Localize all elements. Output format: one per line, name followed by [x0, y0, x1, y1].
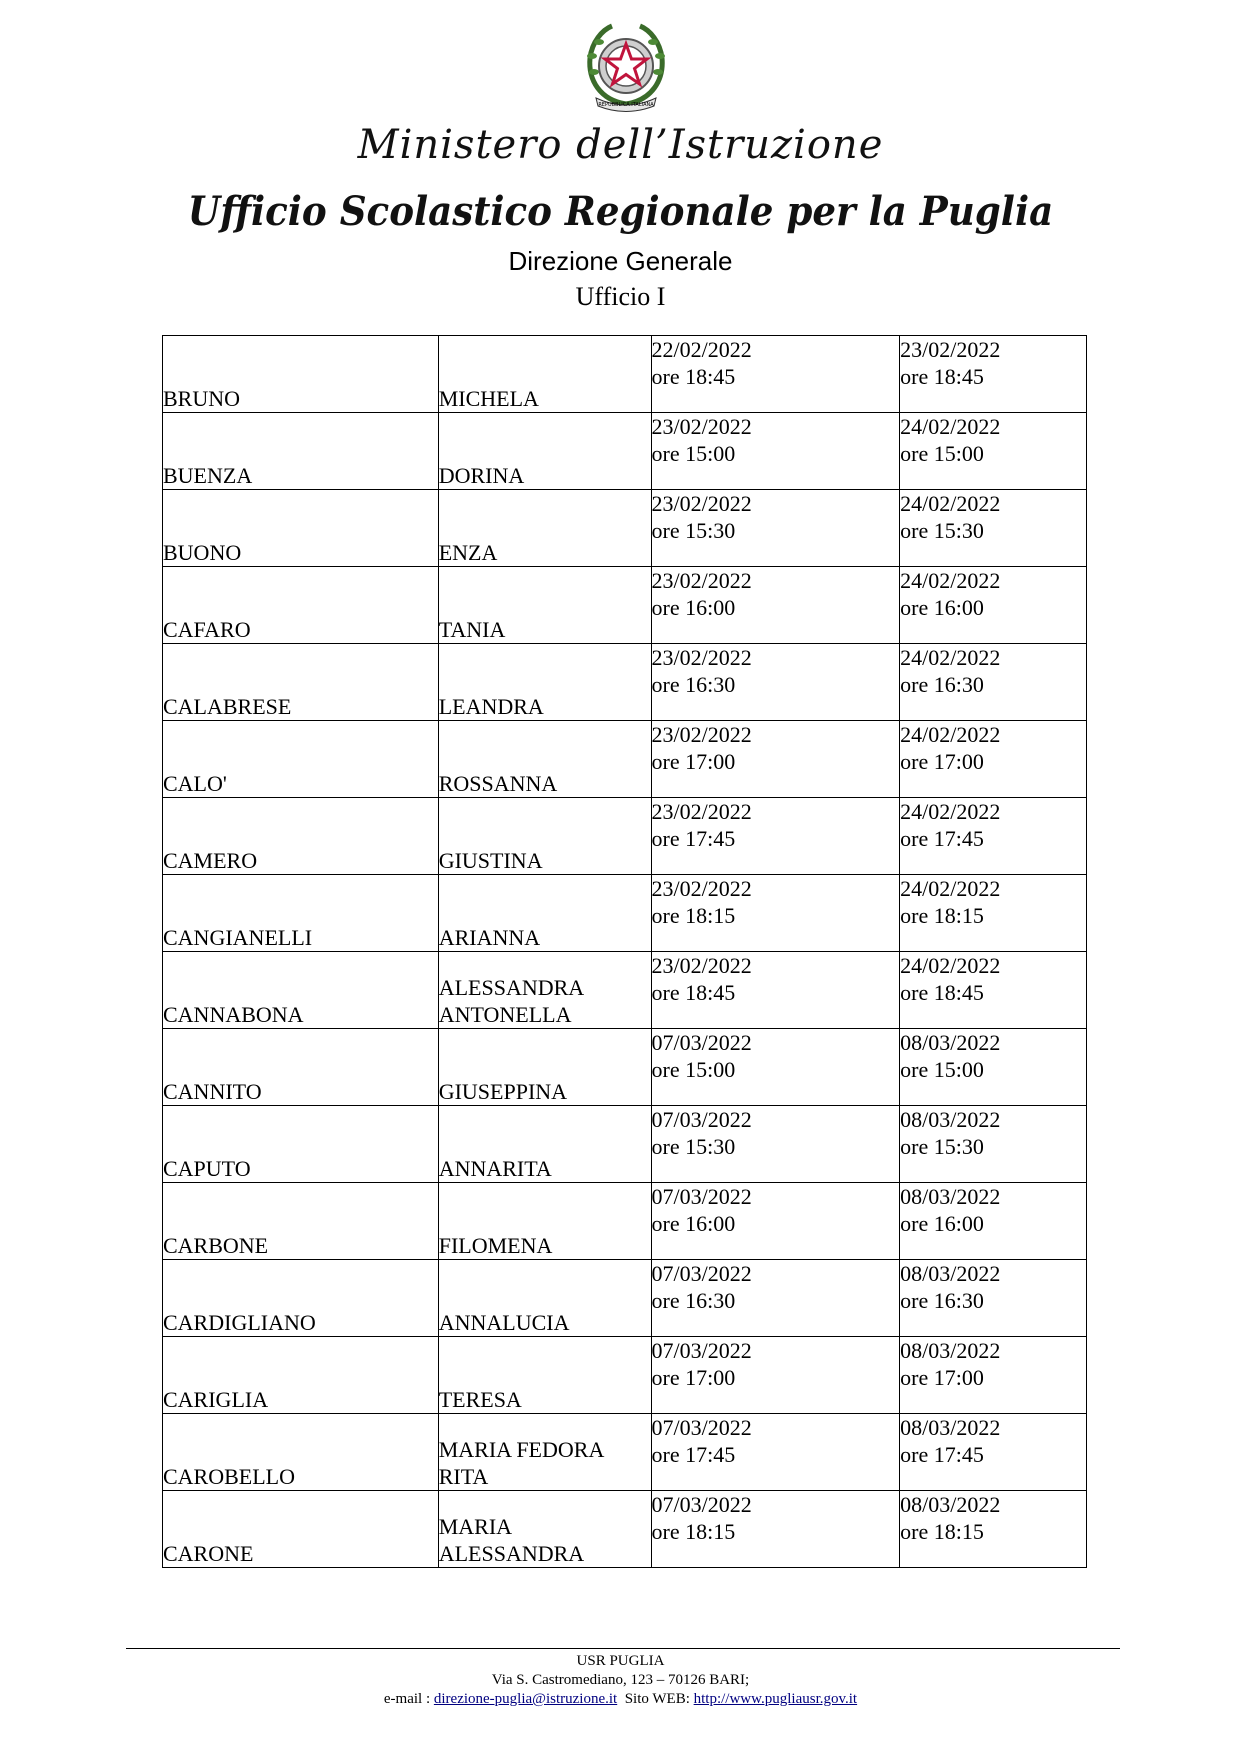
name-text: MARIA FEDORA RITA: [438, 1437, 604, 1489]
second-appointment-cell: [900, 1491, 1087, 1568]
date1-text: 23/02/2022: [651, 414, 752, 439]
table-row: [163, 952, 1087, 1029]
surname-text: CAFARO: [163, 617, 251, 642]
first-appointment-cell: [651, 490, 900, 567]
time1-text: ore 16:30: [651, 672, 736, 697]
first-name-cell: [438, 644, 651, 721]
table-row: [163, 567, 1087, 644]
first-name-cell: [438, 1029, 651, 1106]
time2-text: ore 15:30: [900, 518, 984, 543]
date2-text: 08/03/2022: [900, 1261, 1001, 1286]
surname-text: CANNABONA: [163, 1002, 304, 1027]
table-row: [163, 413, 1087, 490]
table-row: [163, 721, 1087, 798]
name-text: ARIANNA: [438, 925, 541, 950]
time1-text: ore 18:15: [651, 1519, 736, 1544]
name-text: DORINA: [438, 463, 525, 488]
name-text: ROSSANNA: [438, 771, 558, 796]
page-footer: [0, 1652, 1241, 1709]
second-appointment-cell: [900, 952, 1087, 1029]
date2-text: 24/02/2022: [900, 953, 1001, 978]
date1-text: 23/02/2022: [651, 491, 752, 516]
surname-text: CARDIGLIANO: [163, 1310, 316, 1335]
date1-text: 07/03/2022: [651, 1184, 752, 1209]
second-appointment-cell: [900, 721, 1087, 798]
first-name-cell: [438, 875, 651, 952]
date2-text: 08/03/2022: [900, 1107, 1001, 1132]
table-row: [163, 644, 1087, 721]
first-name-cell: [438, 952, 651, 1029]
date2-text: 08/03/2022: [900, 1030, 1001, 1055]
surname-text: CAMERO: [163, 848, 258, 873]
table-row: [163, 1491, 1087, 1568]
time2-text: ore 17:00: [900, 1365, 984, 1390]
first-name-cell: [438, 1491, 651, 1568]
first-appointment-cell: [651, 1106, 900, 1183]
table-row: [163, 1260, 1087, 1337]
time1-text: ore 18:15: [651, 903, 736, 928]
surname-cell: [163, 721, 439, 798]
name-text: FILOMENA: [438, 1233, 553, 1258]
second-appointment-cell: [900, 1029, 1087, 1106]
time2-text: ore 18:45: [900, 364, 984, 389]
table-row: [163, 1106, 1087, 1183]
time2-text: ore 17:45: [900, 826, 984, 851]
surname-text: CARONE: [163, 1541, 254, 1566]
first-appointment-cell: [651, 567, 900, 644]
time2-text: ore 15:00: [900, 1057, 984, 1082]
first-appointment-cell: [651, 952, 900, 1029]
first-name-cell: [438, 490, 651, 567]
time2-text: ore 16:30: [900, 672, 984, 697]
date1-text: 07/03/2022: [651, 1030, 752, 1055]
date1-text: 23/02/2022: [651, 799, 752, 824]
time2-text: ore 17:00: [900, 749, 984, 774]
date1-text: 23/02/2022: [651, 953, 752, 978]
first-appointment-cell: [651, 644, 900, 721]
surname-text: CANNITO: [163, 1079, 262, 1104]
second-appointment-cell: [900, 1260, 1087, 1337]
table-row: [163, 1183, 1087, 1260]
surname-cell: [163, 1183, 439, 1260]
date1-text: 23/02/2022: [651, 568, 752, 593]
name-text: MARIA ALESSANDRA: [438, 1514, 585, 1566]
time2-text: ore 16:00: [900, 595, 984, 620]
date2-text: 24/02/2022: [900, 876, 1001, 901]
first-appointment-cell: [651, 1414, 900, 1491]
time2-text: ore 16:00: [900, 1211, 984, 1236]
first-name-cell: [438, 567, 651, 644]
footer-org: USR PUGLIA: [576, 1653, 665, 1669]
footer-divider: [126, 1648, 1120, 1649]
footer-web-label-text: Sito WEB:: [624, 1691, 694, 1707]
time1-text: ore 18:45: [651, 364, 736, 389]
time1-text: ore 16:30: [651, 1288, 736, 1313]
schedule-table-body: [163, 336, 1087, 1568]
time1-text: ore 17:00: [651, 1365, 736, 1390]
time2-text: ore 17:45: [900, 1442, 984, 1467]
date2-text: 24/02/2022: [900, 799, 1001, 824]
first-name-cell: [438, 721, 651, 798]
direction-title: Direzione Generale: [508, 246, 733, 276]
surname-cell: [163, 644, 439, 721]
table-row: [163, 798, 1087, 875]
surname-text: BRUNO: [163, 386, 241, 411]
date1-text: 07/03/2022: [651, 1415, 752, 1440]
first-appointment-cell: [651, 1029, 900, 1106]
time1-text: ore 15:00: [651, 441, 736, 466]
first-appointment-cell: [651, 1183, 900, 1260]
date1-text: 07/03/2022: [651, 1492, 752, 1517]
first-appointment-cell: [651, 1491, 900, 1568]
first-appointment-cell: [651, 875, 900, 952]
time1-text: ore 17:45: [651, 826, 736, 851]
date2-text: 24/02/2022: [900, 414, 1001, 439]
time1-text: ore 15:30: [651, 518, 736, 543]
second-appointment-cell: [900, 875, 1087, 952]
first-name-cell: [438, 336, 651, 413]
date2-text: 23/02/2022: [900, 337, 1001, 362]
time2-text: ore 15:00: [900, 441, 984, 466]
table-row: [163, 875, 1087, 952]
first-name-cell: [438, 798, 651, 875]
first-appointment-cell: [651, 1337, 900, 1414]
second-appointment-cell: [900, 1414, 1087, 1491]
name-text: ALESSANDRA ANTONELLA: [438, 975, 583, 1027]
date2-text: 08/03/2022: [900, 1184, 1001, 1209]
surname-text: CALABRESE: [163, 694, 292, 719]
surname-text: CANGIANELLI: [163, 925, 313, 950]
name-text: MICHELA: [438, 386, 539, 411]
footer-email-link[interactable]: direzione-puglia@istruzione.it: [433, 1691, 618, 1707]
second-appointment-cell: [900, 413, 1087, 490]
second-appointment-cell: [900, 798, 1087, 875]
surname-text: CARBONE: [163, 1233, 269, 1258]
date2-text: 24/02/2022: [900, 722, 1001, 747]
footer-web-link[interactable]: http://www.pugliausr.gov.it: [693, 1691, 858, 1707]
first-appointment-cell: [651, 1260, 900, 1337]
surname-cell: [163, 1260, 439, 1337]
date2-text: 24/02/2022: [900, 491, 1001, 516]
date1-text: 22/02/2022: [651, 337, 752, 362]
first-name-cell: [438, 1337, 651, 1414]
schedule-table: [162, 335, 1087, 1568]
time1-text: ore 16:00: [651, 1211, 736, 1236]
table-row: [163, 336, 1087, 413]
time1-text: ore 17:45: [651, 1442, 736, 1467]
name-text: GIUSTINA: [438, 848, 543, 873]
time2-text: ore 18:45: [900, 980, 984, 1005]
first-appointment-cell: [651, 798, 900, 875]
first-name-cell: [438, 1414, 651, 1491]
surname-text: CARIGLIA: [163, 1387, 269, 1412]
second-appointment-cell: [900, 644, 1087, 721]
surname-cell: [163, 875, 439, 952]
time1-text: ore 16:00: [651, 595, 736, 620]
footer-email-label: e-mail :: [383, 1691, 434, 1707]
time1-text: ore 15:30: [651, 1134, 736, 1159]
name-text: GIUSEPPINA: [438, 1079, 568, 1104]
first-appointment-cell: [651, 721, 900, 798]
time2-text: ore 16:30: [900, 1288, 984, 1313]
date2-text: 08/03/2022: [900, 1492, 1001, 1517]
first-appointment-cell: [651, 336, 900, 413]
footer-web-label: [617, 1691, 693, 1707]
second-appointment-cell: [900, 336, 1087, 413]
name-text: LEANDRA: [438, 694, 544, 719]
date1-text: 23/02/2022: [651, 645, 752, 670]
name-text: TANIA: [438, 617, 506, 642]
footer-contacts: [0, 1690, 1241, 1709]
first-appointment-cell: [651, 413, 900, 490]
surname-cell: [163, 1337, 439, 1414]
surname-cell: [163, 1491, 439, 1568]
time1-text: ore 17:00: [651, 749, 736, 774]
date1-text: 23/02/2022: [651, 722, 752, 747]
second-appointment-cell: [900, 567, 1087, 644]
second-appointment-cell: [900, 1337, 1087, 1414]
second-appointment-cell: [900, 1183, 1087, 1260]
name-text: ENZA: [438, 540, 498, 565]
emblem-ribbon-text: REPUBBLICA ITALIANA: [598, 102, 654, 108]
surname-cell: [163, 413, 439, 490]
surname-cell: [163, 490, 439, 567]
name-text: ANNALUCIA: [438, 1310, 570, 1335]
name-text: TERESA: [438, 1387, 522, 1412]
surname-text: BUENZA: [163, 463, 253, 488]
date1-text: 23/02/2022: [651, 876, 752, 901]
surname-cell: [163, 1106, 439, 1183]
surname-cell: [163, 1029, 439, 1106]
first-name-cell: [438, 1183, 651, 1260]
date2-text: 24/02/2022: [900, 645, 1001, 670]
surname-text: CALO': [163, 771, 227, 796]
office-title: Ufficio I: [575, 282, 666, 311]
second-appointment-cell: [900, 490, 1087, 567]
surname-text: CAPUTO: [163, 1156, 251, 1181]
date2-text: 08/03/2022: [900, 1415, 1001, 1440]
date2-text: 24/02/2022: [900, 568, 1001, 593]
first-name-cell: [438, 1260, 651, 1337]
second-appointment-cell: [900, 1106, 1087, 1183]
time2-text: ore 15:30: [900, 1134, 984, 1159]
surname-cell: [163, 567, 439, 644]
date1-text: 07/03/2022: [651, 1261, 752, 1286]
table-row: [163, 1337, 1087, 1414]
surname-cell: [163, 952, 439, 1029]
time1-text: ore 18:45: [651, 980, 736, 1005]
first-name-cell: [438, 413, 651, 490]
date1-text: 07/03/2022: [651, 1107, 752, 1132]
surname-text: BUONO: [163, 540, 242, 565]
name-text: ANNARITA: [438, 1156, 552, 1181]
time2-text: ore 18:15: [900, 1519, 984, 1544]
table-row: [163, 1029, 1087, 1106]
date2-text: 08/03/2022: [900, 1338, 1001, 1363]
surname-cell: [163, 336, 439, 413]
table-row: [163, 490, 1087, 567]
first-name-cell: [438, 1106, 651, 1183]
emblem-of-italy-icon: [582, 20, 670, 112]
time1-text: ore 15:00: [651, 1057, 736, 1082]
surname-text: CAROBELLO: [163, 1464, 295, 1489]
surname-cell: [163, 1414, 439, 1491]
footer-address: Via S. Castromediano, 123 – 70126 BARI;: [491, 1672, 750, 1688]
date1-text: 07/03/2022: [651, 1338, 752, 1363]
regional-office-title: Ufficio Scolastico Regionale per la Puglia: [187, 188, 1054, 235]
surname-cell: [163, 798, 439, 875]
ministry-title: Ministero dell’Istruzione: [357, 122, 884, 168]
table-row: [163, 1414, 1087, 1491]
time2-text: ore 18:15: [900, 903, 984, 928]
